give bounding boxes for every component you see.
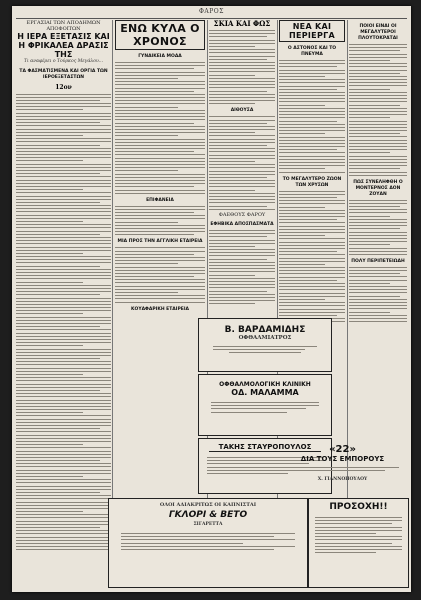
ad-traders-title: ΔΙΑ ΤΟΥΣ ΕΜΠΟΡΟΥΣ (300, 455, 385, 463)
signature: ΦΑΕΘΟΥΣ ΦΑΡΟΥ (218, 211, 266, 218)
surface-headline: ΕΠΙΦΑΝΕΙΑ (146, 197, 174, 203)
ad-vardamidis (198, 318, 332, 372)
section-title-time: ΕΝΩ ΚΥΛΑ Ο ΧΡΟΝΟΣ (115, 20, 205, 50)
right-headline-2: ΠΩΣ ΣΥΝΕΛΗΦΘΗ Ο ΜΟΝΤΕΡΝΟΣ ΔΟΝ ΖΟΥΑΝ (353, 179, 403, 197)
column-right-news (349, 20, 407, 342)
news-headline-2: ΤΟ ΜΕΓΑΛΥΤΕΡΟ ΖΩΟΝ ΤΩΝ ΧΡΥΣΩΝ (282, 176, 342, 188)
ad-attention-title: ΠΡΟΣΟΧΗ!! (329, 502, 388, 512)
right-headline-3: ΠΟΛΥ ΠΕΡΙΠΕΤΕΙΩΔΗ (351, 258, 405, 264)
ad-eye-clinic (198, 374, 332, 436)
ad-eye-clinic-title: ΟΦΘΑΛΜΟΛΟΓΙΚΗ ΚΛΙΝΙΚΗ (219, 381, 311, 388)
section-title-news: ΝΕΑ ΚΑΙ ΠΕΡΙΕΡΓΑ (279, 20, 345, 42)
hairdresser-headline: ΚΟΥΑΦΑΡΙΚΗ ΕΤΑΙΡΕΙΑ (131, 306, 189, 312)
ad-stavropoulos-name: ΤΑΚΗΣ ΣΤΑΥΡΟΠΟΥΛΟΣ (209, 443, 321, 452)
column-news-curiosities (279, 20, 345, 342)
ad-eye-clinic-doctor: ΟΔ. ΜΑΛΑΜΜΑ (231, 388, 299, 397)
masthead-title: ΦΑΡΟΣ (199, 8, 224, 15)
column-lead-article (16, 20, 111, 586)
right-headline-1: ΠΟΙΟΙ ΕΙΝΑΙ ΟΙ ΜΕΓΑΛΥΤΕΡΟΙ ΠΛΟΥΤΟΚΡΑΤΑΙ (358, 24, 398, 41)
ad-vardamidis-profession: ΟΦΘΑΛΜΙΑΤΡΟΣ (238, 335, 292, 341)
ad-traders (278, 444, 407, 494)
ad-cigarettes-product: ΣΙΓΑΡΕΤΤΑ (193, 522, 223, 527)
lead-body-text (16, 94, 111, 551)
ad-cigarettes-brand: ΓΚΛΟΡΙ & ΒΕΤΟ (168, 510, 248, 520)
ad-cigarettes-tagline: ΟΛΟΙ ΑΔΙΑΚΡΙΤΩΣ ΟΙ ΚΑΠΝΙΣΤΑΙ (159, 502, 257, 508)
english-company-headline: ΜΙΑ ΠΡΟΣ ΤΗΝ ΑΓΓΛΙΚΗ ΕΤΑΙΡΕΙΑ (117, 239, 203, 245)
newspaper-page (12, 6, 411, 592)
column-light-shadow (209, 20, 275, 312)
ad-attention (308, 498, 409, 588)
ad-cigarettes (108, 498, 308, 588)
ad-traders-number: «22» (329, 444, 356, 455)
masthead-rule (16, 18, 407, 19)
news-headline-1: Ο ΑΣΤΟΝΟΣ ΚΑΙ ΤΟ ΠΝΕΥΜΑ (287, 46, 337, 57)
lead-headline-1: Η ΙΕΡΑ ΕΞΕΤΑΣΙΣ ΚΑΙ (17, 32, 110, 41)
fashion-headline: ΓΥΝΑΙΚΕΙΑ ΜΟΔΑ (138, 54, 182, 59)
lead-headline-2: Η ΦΡΙΚΑΛΕΑ ΔΡΑΣΙΣ ΤΗΣ (18, 41, 109, 59)
ad-vardamidis-name: Β. ΒΑΡΔΑΜΙΔΗΣ (224, 325, 306, 335)
lead-section: ΤΑ ΦΑΣΜΑΤΙΣΜΕΝΑ ΚΑΙ ΟΡΓΙΑ ΤΩΝ ΙΕΡΟΕΞΕΤΑΣΤΩΝ (19, 68, 108, 80)
masthead (12, 8, 411, 18)
teen-excerpts-headline: ΕΦΗΒΙΚΑ ΑΠΟΣΠΑΣΜΑΤΑ (210, 221, 274, 227)
lead-kicker: ΕΡΓΑΣΙΑΙ ΤΩΝ ΑΠΟΔΗΜΩΝ ΑΠΟΦΟΙΤΩΝ (26, 20, 101, 32)
lead-subhead: Τι αναφέρει ο Τούρκος Μεγάλου... (23, 59, 103, 64)
light-shadow-title: ΣΚΙΑ ΚΑΙ ΦΩΣ (213, 20, 271, 28)
column-while-time-rolls (115, 20, 205, 312)
hall-headline: ΑΙΘΟΥΣΑ (230, 108, 254, 114)
ad-traders-name: Χ. ΓΙΑΝΝΟΠΟΥΛΟΥ (317, 477, 368, 483)
lead-installment-number: 12ον (55, 83, 72, 91)
